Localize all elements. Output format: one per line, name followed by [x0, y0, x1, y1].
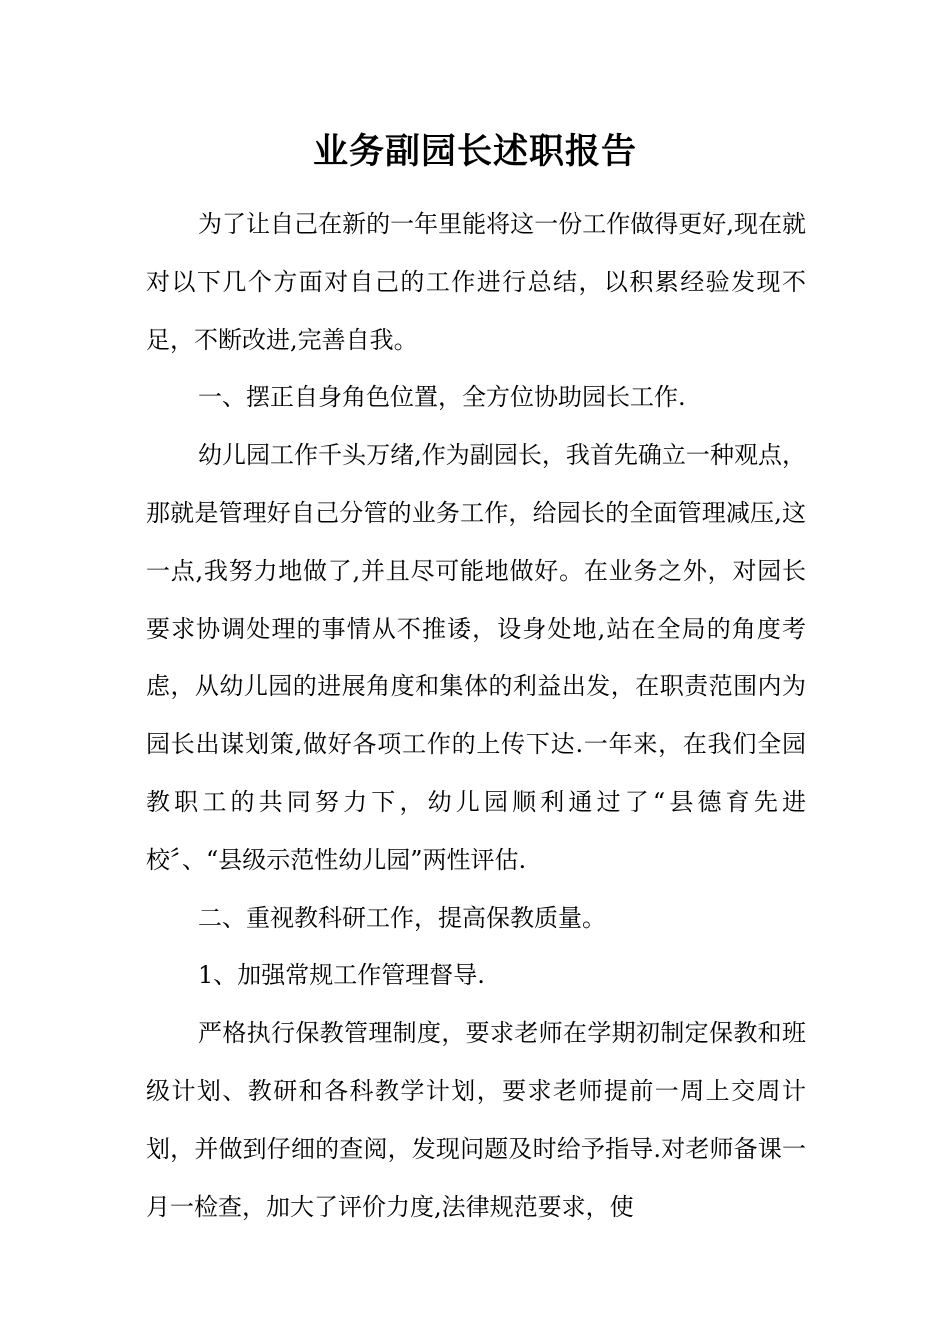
- paragraph-section-1: 幼儿园工作千头万绪,作为副园长，我首先确立一种观点，那就是管理好自己分管的业务工作，给园长的全面管理减压,这一点,我努力地做了,并且尽可能地做好。在业务之外，对园长要求协调处理的事情从不推诿，设身处地,站在全局的角度考虑，从幼儿园的进展角度和集体的利益出发，在职责范围内为园长出谋划策,做好各项工作的上传下达.一年来，在我们全园教职工的共同努力下，幼儿园顺利通过了“县德育先进校〞、“县级示范性幼儿园”两性评估.: [146, 441, 806, 874]
- section-heading-2: 二、重视教科研工作，提高保教质量。: [198, 903, 606, 932]
- document-title: 业务副园长述职报告: [312, 132, 637, 172]
- paragraph-intro: 为了让自己在新的一年里能将这一份工作做得更好,现在就对以下几个方面对自己的工作进行总结，以积累经验发现不足，不断改进,完善自我。: [146, 210, 806, 354]
- subsection-heading-1: 1、加强常规工作管理督导.: [198, 961, 485, 990]
- document-body: [146, 196, 806, 1236]
- section-heading-1: 一、摆正自身角色位置，全方位协助园长工作.: [198, 383, 686, 412]
- paragraph-subsection-1: 严格执行保教管理制度，要求老师在学期初制定保教和班级计划、教研和各科教学计划，要求老师提前一周上交周计划，并做到仔细的查阅，发现问题及时给予指导.对老师备课一月一检查，加大了评价力度,法律规范要求，使: [146, 1019, 806, 1221]
